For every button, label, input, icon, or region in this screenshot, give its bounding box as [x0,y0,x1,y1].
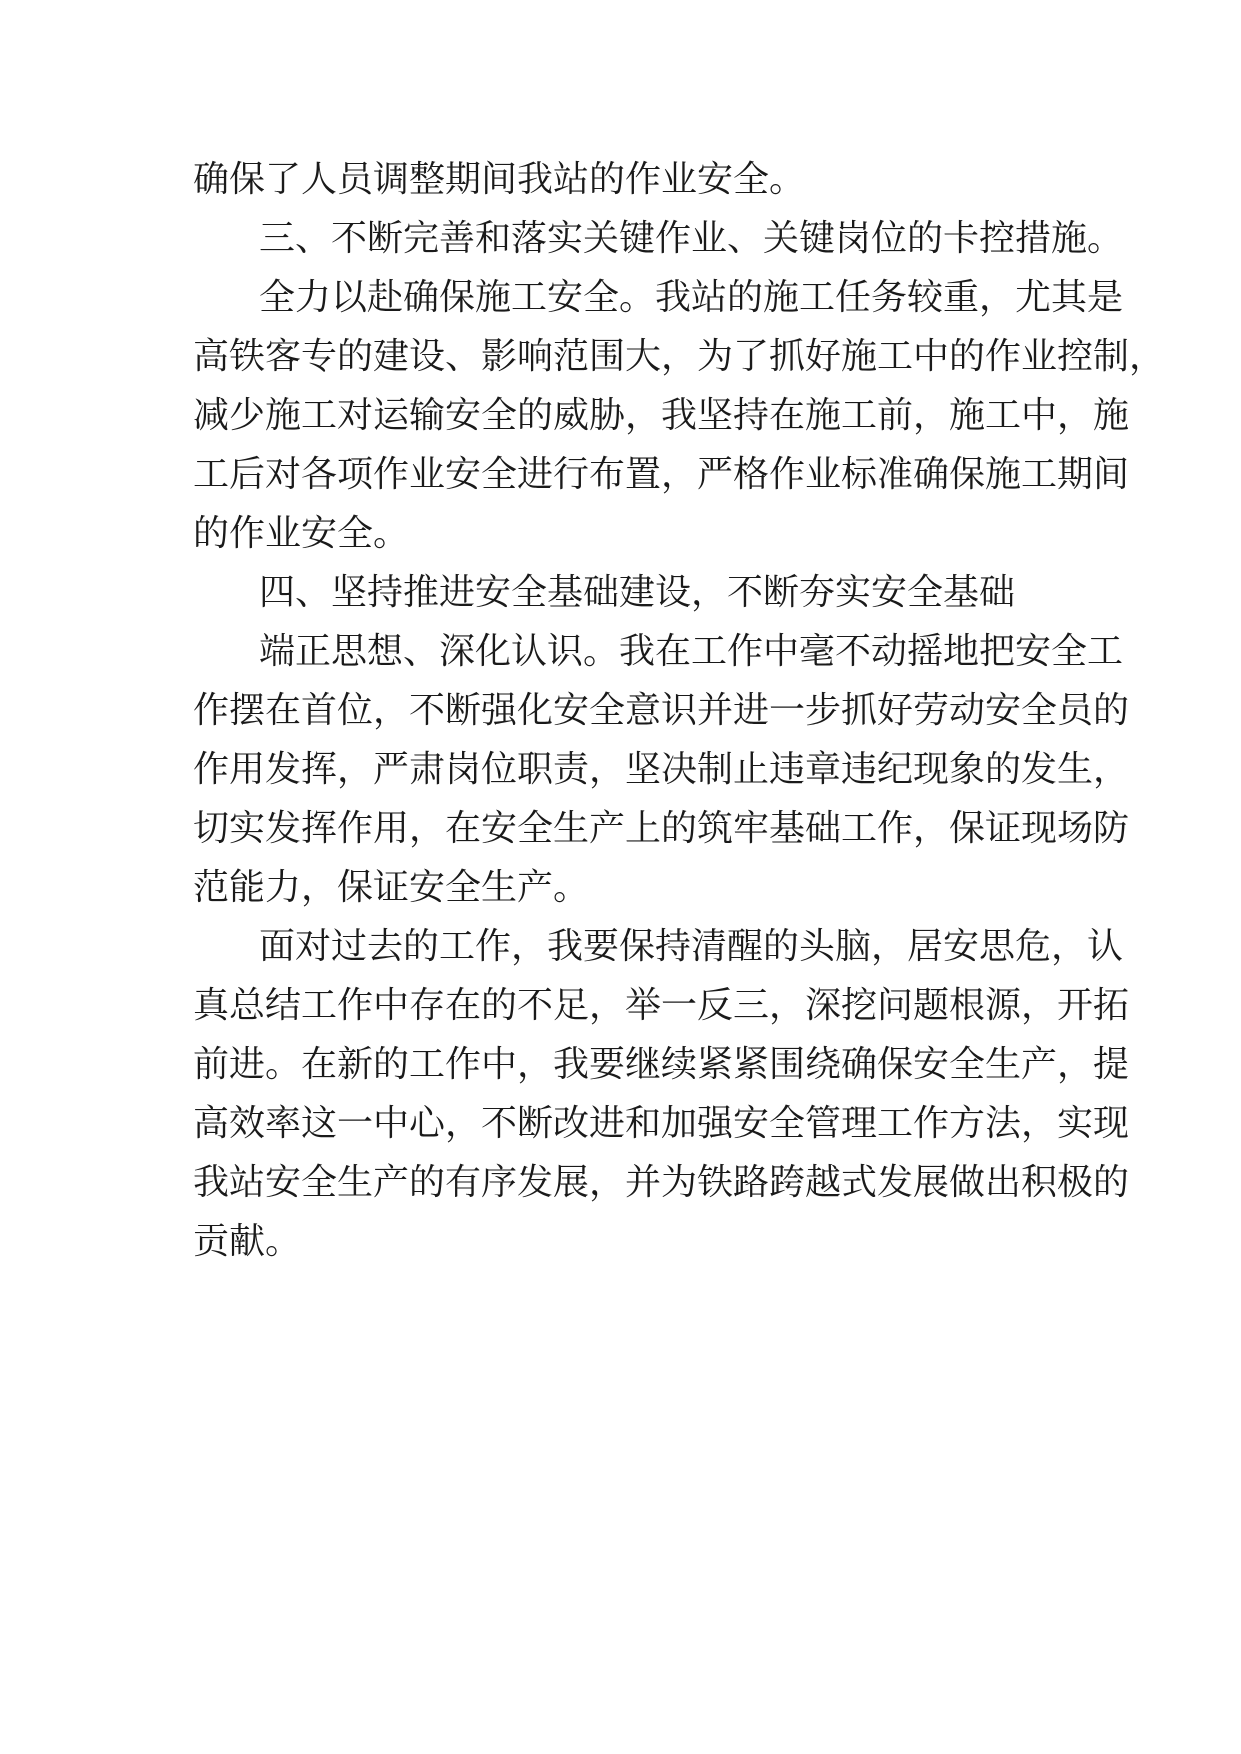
text-line: 真总结工作中存在的不足，举一反三，深挖问题根源，开拓 [193,985,1130,1026]
text-line: 范能力，保证安全生产。 [193,867,590,908]
text-line: 作摆在首位，不断强化安全意识并进一步抓好劳动安全员的 [193,690,1130,731]
text-line: 确保了人员调整期间我站的作业安全。 [193,159,806,200]
text-line: 切实发挥作用，在安全生产上的筑牢基础工作，保证现场防 [193,808,1130,849]
text-line: 高铁客专的建设、影响范围大，为了抓好施工中的作业控制， [193,336,1166,377]
text-line: 端正思想、深化认识。我在工作中毫不动摇地把安全工 [259,631,1124,672]
section-heading: 四、坚持推进安全基础建设，不断夯实安全基础 [259,572,1016,613]
body-text [193,150,1166,1271]
text-line: 全力以赴确保施工安全。我站的施工任务较重，尤其是 [259,277,1124,318]
text-line: 作用发挥，严肃岗位职责，坚决制止违章违纪现象的发生， [193,749,1130,790]
text-line: 工后对各项作业安全进行布置，严格作业标准确保施工期间 [193,454,1130,495]
text-line: 我站安全生产的有序发展，并为铁路跨越式发展做出积极的 [193,1162,1130,1203]
text-line: 前进。在新的工作中，我要继续紧紧围绕确保安全生产，提 [193,1044,1130,1085]
section-heading: 三、不断完善和落实关键作业、关键岗位的卡控措施。 [259,218,1124,259]
text-line: 的作业安全。 [193,513,410,554]
text-line: 贡献。 [193,1221,302,1262]
text-line: 减少施工对运输安全的威胁，我坚持在施工前，施工中，施 [193,395,1130,436]
text-line: 高效率这一中心，不断改进和加强安全管理工作方法，实现 [193,1103,1130,1144]
text-line: 面对过去的工作，我要保持清醒的头脑，居安思危，认 [259,926,1124,967]
